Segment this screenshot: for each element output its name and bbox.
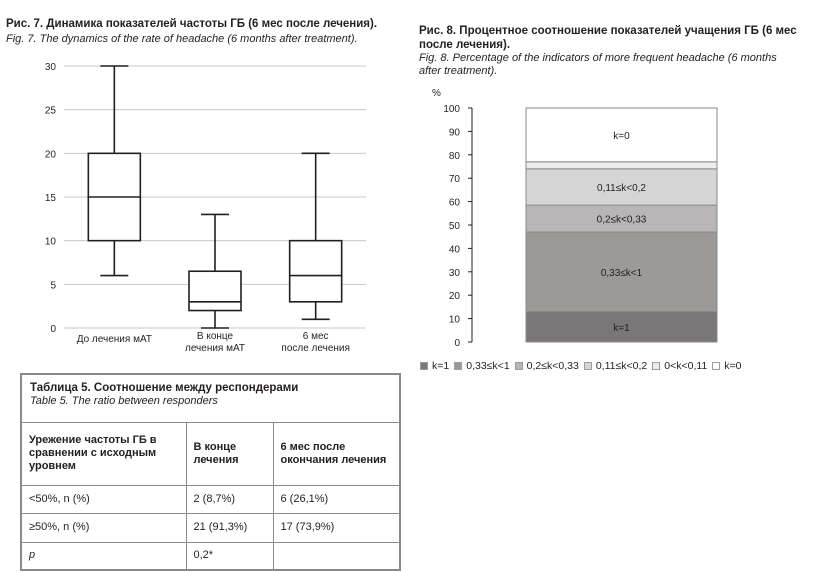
legend-label: k=1 <box>432 360 450 372</box>
x-category-label: В конце <box>196 331 234 342</box>
y-tick-label: 60 <box>448 197 460 209</box>
legend-item <box>515 360 579 372</box>
fig7-title: Рис. 7. Динамика показателей частоты ГБ (6 мес после лечения). <box>6 18 378 30</box>
y-tick-label: 0 <box>454 338 460 349</box>
y-tick-label: 100 <box>443 104 460 115</box>
table-header-cell: В конце лечения <box>186 423 273 485</box>
table-header-cell: Урежение частоты ГБ в сравнении с исходным уровнем <box>22 423 186 485</box>
legend-item <box>454 360 509 372</box>
x-category-label: после лечения <box>281 343 350 354</box>
x-category-label: лечения мАТ <box>184 343 246 354</box>
legend-item <box>712 360 741 372</box>
table-cell: 17 (73,9%) <box>273 513 399 542</box>
table-cell: ≥50%, n (%) <box>22 513 186 542</box>
box-iqr <box>290 241 342 302</box>
table-row <box>22 513 399 542</box>
x-category-label: 6 мес <box>302 331 329 342</box>
legend-swatch <box>515 362 523 370</box>
y-tick-label: 20 <box>448 291 460 303</box>
legend-label: k=0 <box>724 360 742 372</box>
legend-label: 0<k<0,11 <box>664 360 708 372</box>
boxplot-chart <box>0 50 410 360</box>
legend-swatch <box>420 362 428 370</box>
table-row <box>22 542 399 569</box>
legend-item <box>420 360 449 372</box>
segment-label: 0,33≤k<1 <box>600 267 643 279</box>
y-tick-label: 50 <box>448 221 460 232</box>
legend-swatch <box>712 362 720 370</box>
y-tick-label: 10 <box>44 236 56 248</box>
responders-table-grid <box>22 423 399 569</box>
y-tick-label: 25 <box>44 105 56 117</box>
table-caption-ru: Таблица 5. Соотношение между респондерами <box>30 382 299 394</box>
y-tick-label: 40 <box>448 244 460 256</box>
table-cell: 0,2* <box>186 542 273 569</box>
y-axis-unit-label: % <box>432 88 441 99</box>
responders-table <box>20 373 401 571</box>
table-row <box>22 485 399 513</box>
y-tick-label: 30 <box>44 62 56 73</box>
table-header-row <box>22 423 399 485</box>
table-cell: 6 (26,1%) <box>273 485 399 513</box>
fig8-subtitle: Fig. 8. Percentage of the indicators of more frequent headache (6 months after treatment). <box>419 52 777 77</box>
bar-segment <box>526 162 717 169</box>
table-cell: 2 (8,7%) <box>186 485 273 513</box>
legend-item <box>652 360 707 372</box>
y-tick-label: 90 <box>448 127 460 139</box>
stacked-bar-chart <box>410 84 815 354</box>
table-cell: <50%, n (%) <box>22 485 186 513</box>
table-caption-en: Table 5. The ratio between responders <box>30 395 218 407</box>
legend-item <box>584 360 647 372</box>
box-iqr <box>189 271 241 310</box>
table-cell: p <box>22 542 186 569</box>
segment-label: 0,11≤k<0,2 <box>597 182 646 194</box>
table-cell: 21 (91,3%) <box>186 513 273 542</box>
y-tick-label: 0 <box>50 324 56 335</box>
x-category-label: До лечения мАТ <box>76 334 152 345</box>
table-caption <box>22 375 399 423</box>
legend-swatch <box>584 362 592 370</box>
y-tick-label: 15 <box>44 193 56 204</box>
y-tick-label: 80 <box>448 150 460 162</box>
y-tick-label: 5 <box>50 280 56 292</box>
legend-swatch <box>652 362 660 370</box>
stacked-bar-legend <box>420 360 815 374</box>
table-header-cell: 6 мес после окончания лечения <box>273 423 399 485</box>
y-tick-label: 30 <box>448 267 460 279</box>
fig8-title: Рис. 8. Процентное соотношение показателей учащения ГБ (6 мес после лечения). <box>419 25 797 51</box>
y-tick-label: 20 <box>44 149 56 161</box>
legend-swatch <box>454 362 462 370</box>
legend-label: 0,2≤k<0,33 <box>526 360 579 372</box>
legend-label: 0,11≤k<0,2 <box>595 360 648 372</box>
segment-label: 0,2≤k<0,33 <box>596 214 647 226</box>
y-tick-label: 70 <box>448 174 460 186</box>
y-tick-label: 10 <box>448 314 460 326</box>
segment-label: k=1 <box>613 322 630 334</box>
segment-label: k=0 <box>613 130 630 142</box>
fig7-subtitle: Fig. 7. The dynamics of the rate of headache (6 months after treatment). <box>6 33 358 45</box>
table-cell <box>273 542 399 569</box>
legend-label: 0,33≤k<1 <box>466 360 510 372</box>
